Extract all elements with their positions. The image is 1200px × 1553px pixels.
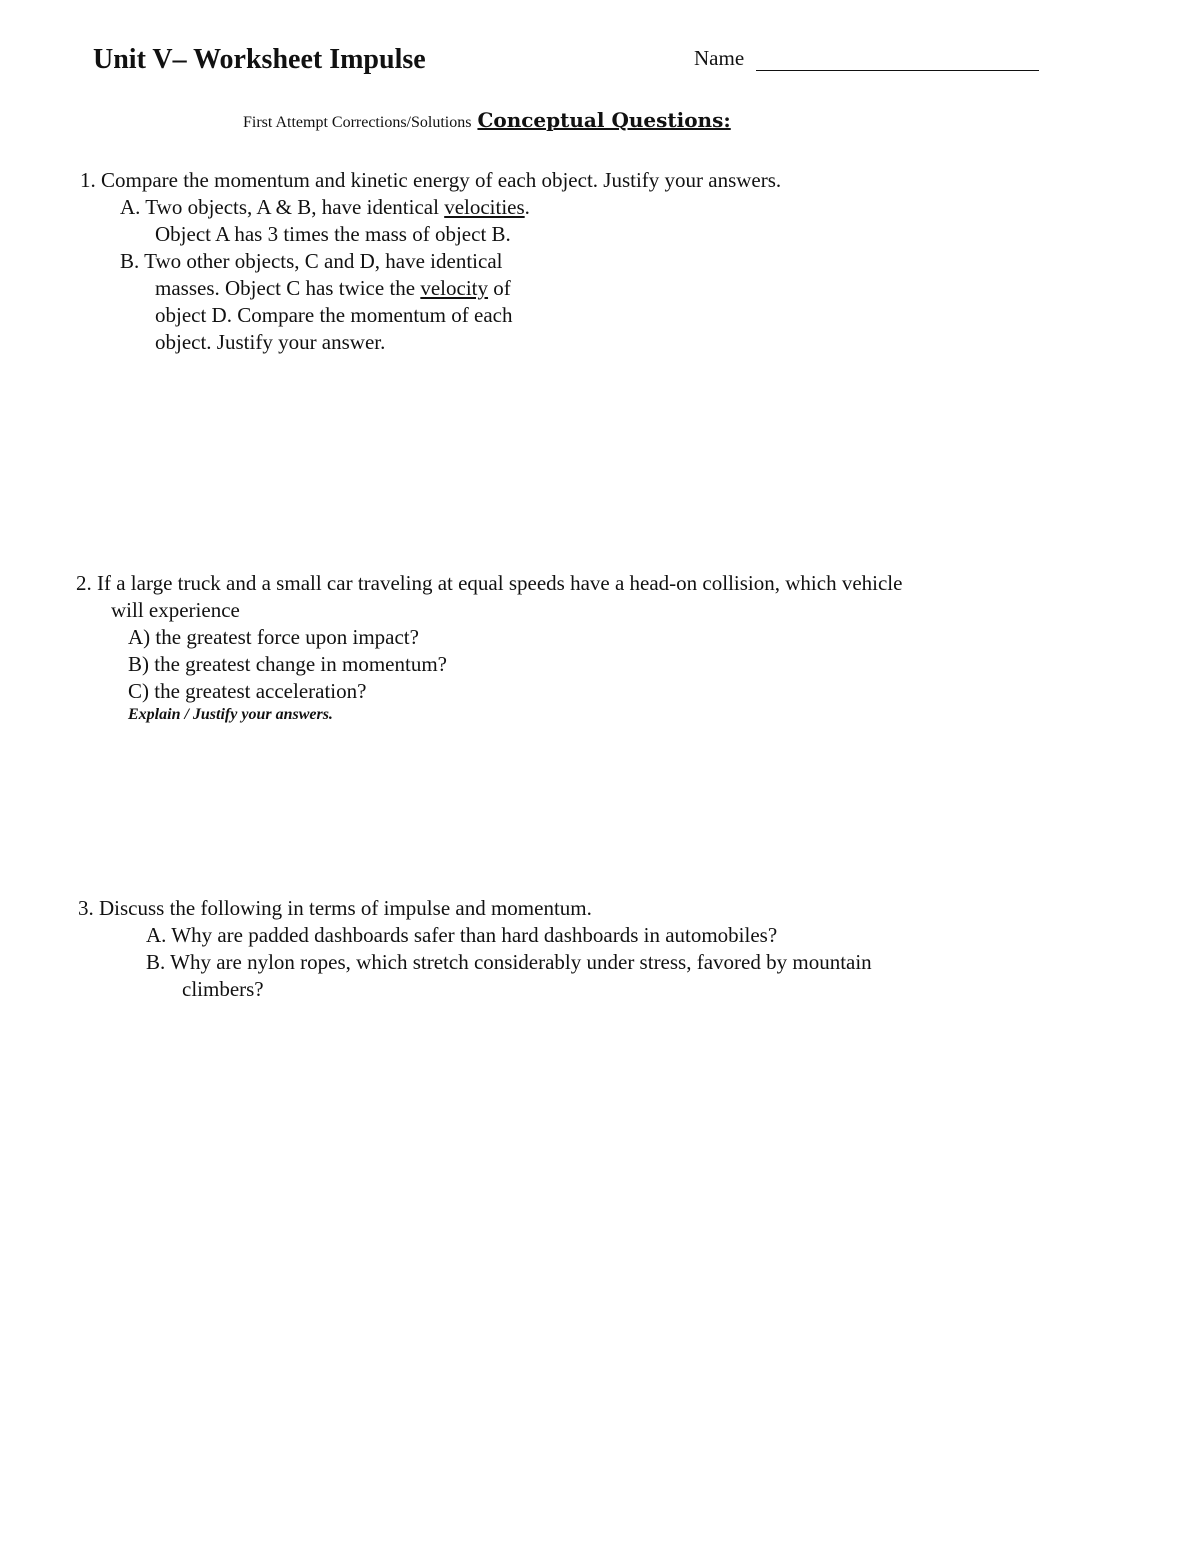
q2-part-c: C) the greatest acceleration? [128, 679, 367, 703]
q1-b-of: of [488, 276, 511, 300]
q1-a-text: A. Two objects, A & B, have identical [120, 195, 445, 219]
q1-stem: 1. Compare the momentum and kinetic energy of each object. Justify your answers. [80, 168, 782, 192]
q1-part-b-line3: object D. Compare the momentum of each [155, 303, 513, 327]
subtitle-corrections: First Attempt Corrections/Solutions [243, 114, 472, 131]
subtitle-conceptual-questions: Conceptual Questions: [477, 108, 731, 132]
q1-part-a-line1 [120, 194, 530, 221]
q1-a-period: . [524, 195, 530, 219]
q2-part-b: B) the greatest change in momentum? [128, 652, 447, 676]
q1-b-text: masses. Object C has twice the [155, 276, 421, 300]
q1-a-underlined: velocities [444, 195, 525, 219]
q1-b-underlined: velocity [420, 276, 489, 300]
name-blank-line[interactable] [756, 70, 1039, 71]
q3-part-a: A. Why are padded dashboards safer than hard dashboards in automobiles? [146, 923, 778, 947]
q2-stem-line2: will experience [111, 598, 240, 622]
q2-stem-line1: 2. If a large truck and a small car traveling at equal speeds have a head-on collision, which vehicle [76, 571, 903, 595]
q3-stem: 3. Discuss the following in terms of impulse and momentum. [78, 896, 592, 920]
q1-part-b-line4: object. Justify your answer. [155, 330, 386, 354]
name-label: Name [694, 46, 745, 70]
q1-part-a-line2: Object A has 3 times the mass of object B. [155, 222, 511, 246]
subtitle [243, 108, 731, 132]
q1-part-b-line2 [155, 275, 511, 302]
q2-part-a: A) the greatest force upon impact? [128, 625, 419, 649]
q3-part-b-line2: climbers? [182, 977, 264, 1001]
q1-part-b-line1: B. Two other objects, C and D, have identical [120, 249, 503, 273]
q2-explain-instruction: Explain / Justify your answers. [128, 706, 333, 723]
worksheet-title: Unit V– Worksheet Impulse [93, 44, 426, 75]
q3-part-b-line1: B. Why are nylon ropes, which stretch considerably under stress, favored by mountain [146, 950, 872, 974]
